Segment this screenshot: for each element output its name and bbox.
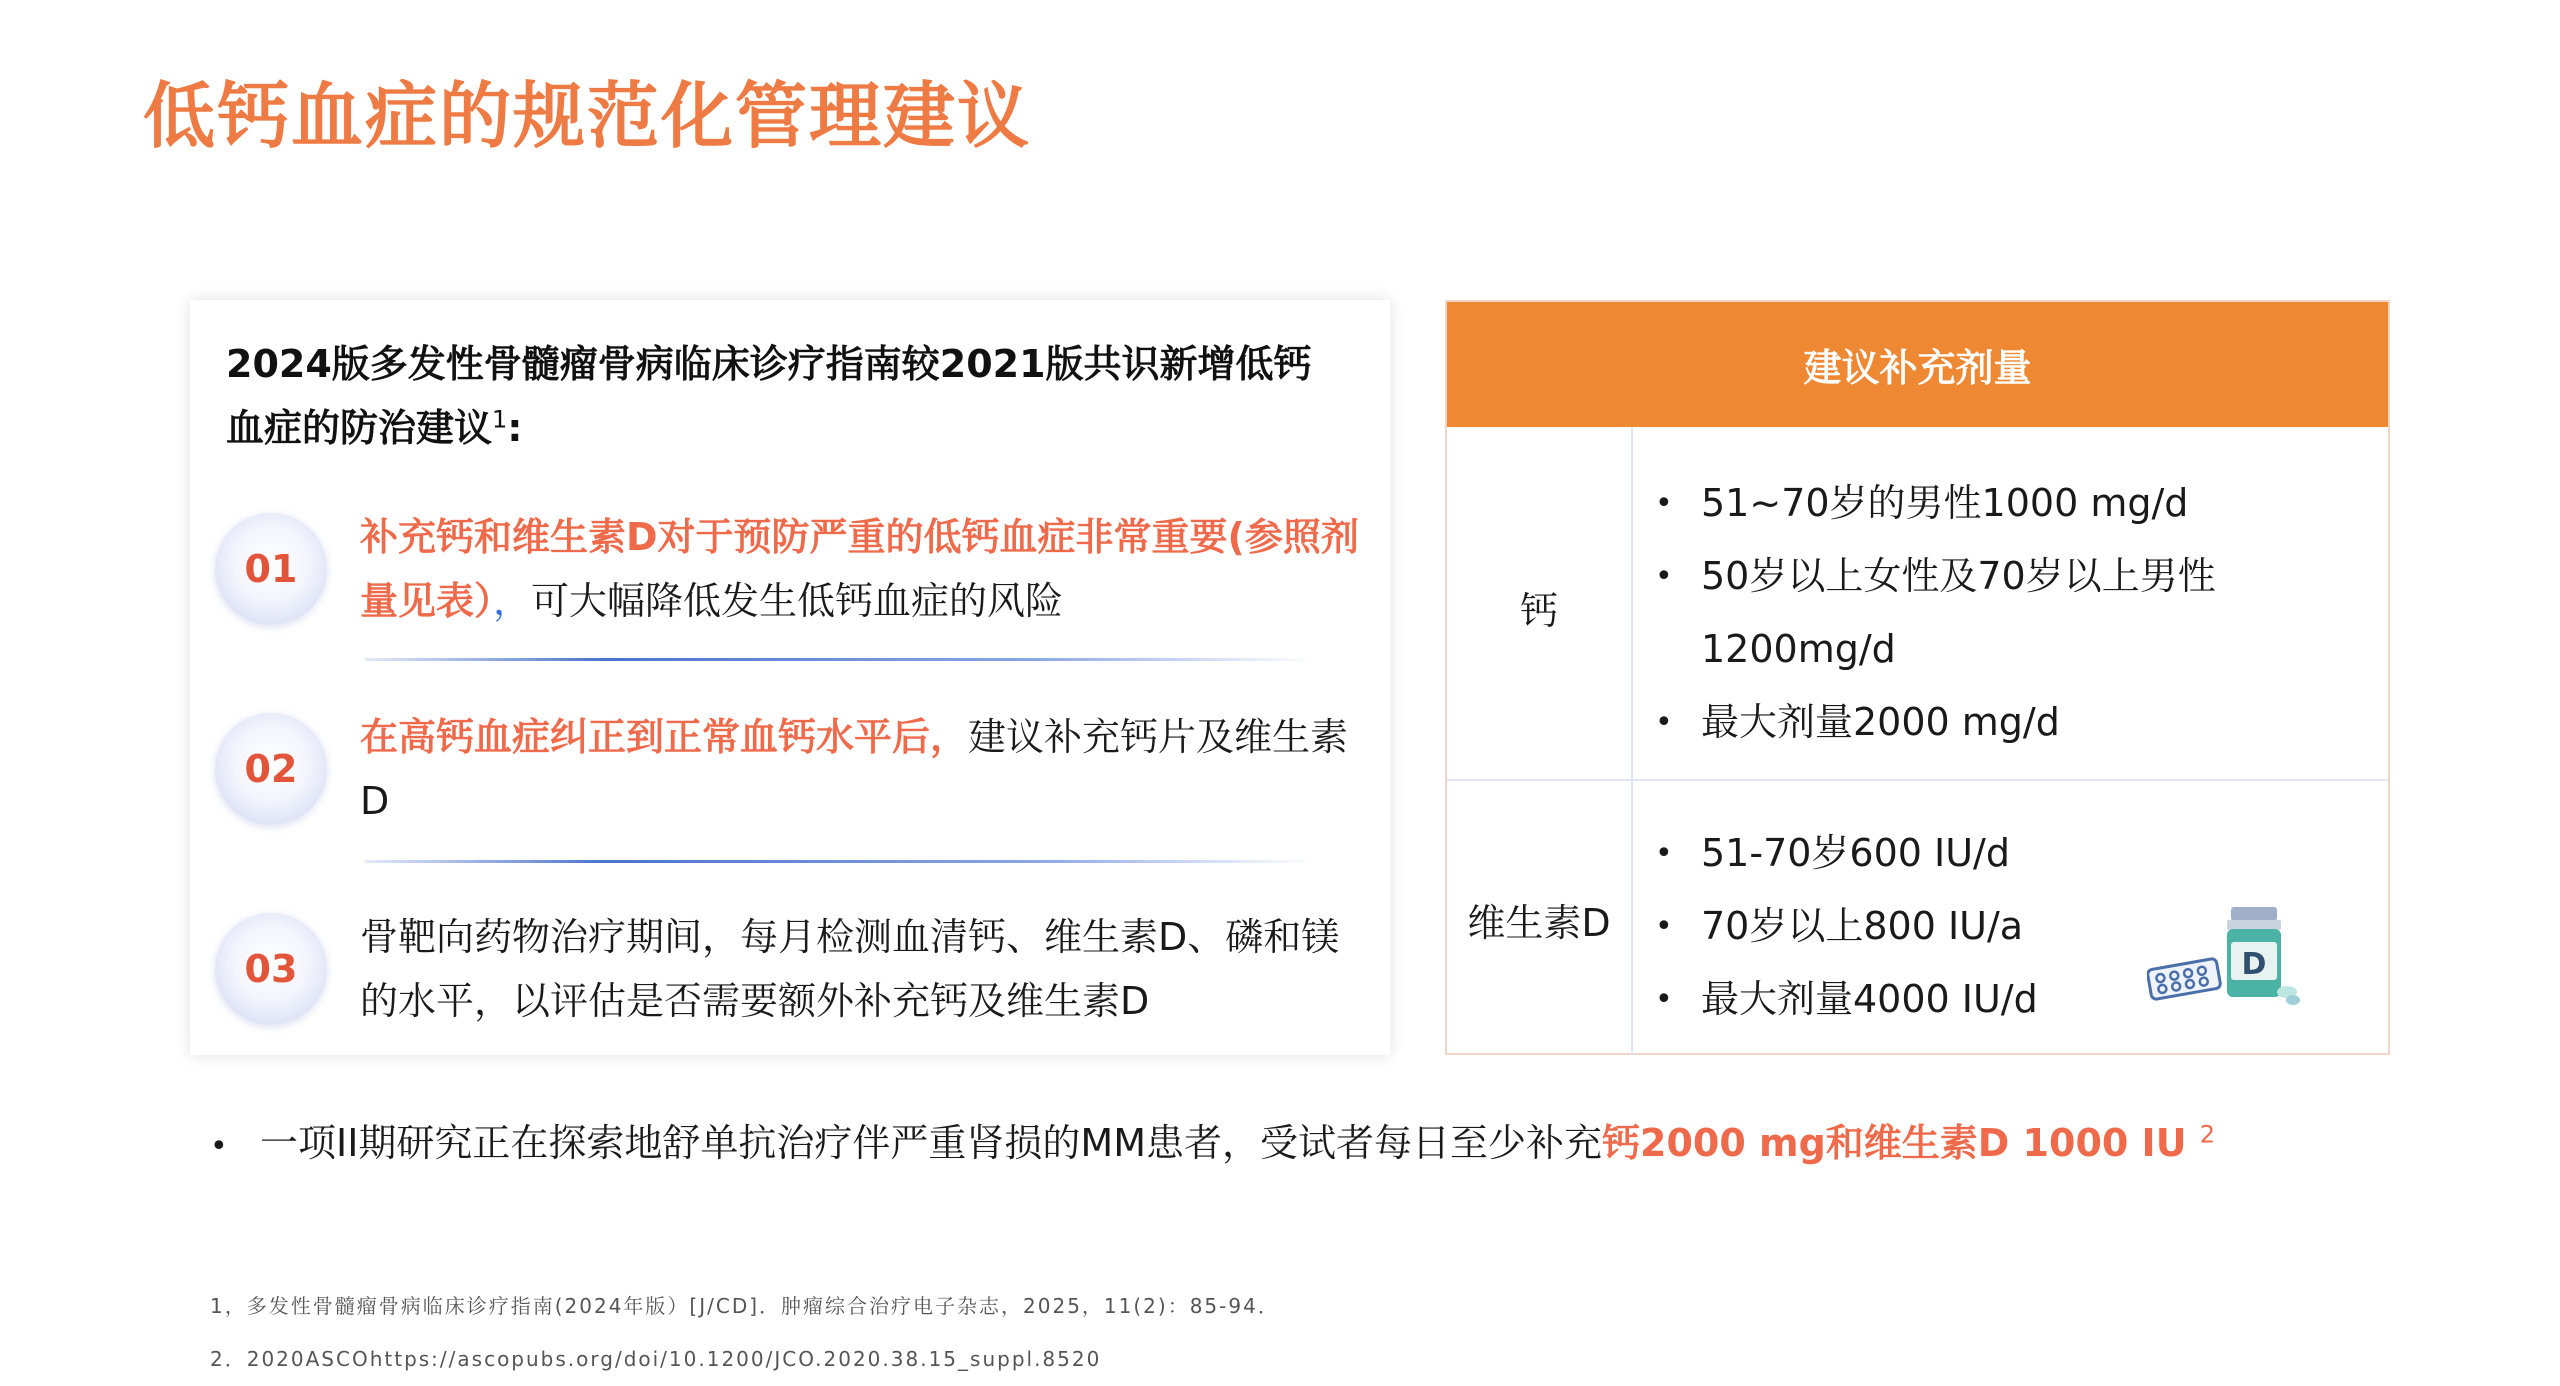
number-badge: 02: [215, 713, 327, 825]
calcium-dosage-list: [1655, 467, 2216, 759]
page-title: 低钙血症的规范化管理建议: [143, 74, 1032, 158]
study-note: [210, 1112, 2215, 1167]
vitamin-d-dosage-list: [1655, 817, 2038, 1036]
column-divider: [1631, 427, 1633, 1055]
card-intro: [226, 332, 1346, 460]
recommendation-text: [360, 705, 1360, 833]
intro-colon: :: [507, 406, 523, 450]
vitamin-d-bottle-icon: [2147, 902, 2307, 1012]
bottle-label-letter: D: [2241, 947, 2267, 982]
table-header: 建议补充剂量: [1447, 302, 2388, 427]
list-item: • 最大剂量4000 IU/d: [1655, 963, 2038, 1036]
references: [210, 1280, 1280, 1386]
list-item: • 70岁以上800 IU/a: [1655, 890, 2038, 963]
recommendation-text: [360, 505, 1360, 633]
study-text: 一项II期研究正在探索地舒单抗治疗伴严重肾损的MM患者，受试者每日至少补充: [260, 1121, 1602, 1165]
list-item: • 50岁以上女性及70岁以上男性: [1655, 540, 2216, 613]
recommendation-text: 骨靶向药物治疗期间，每月检测血清钙、维生素D、磷和镁的水平，以评估是否需要额外补充钙及维生素D: [360, 915, 1340, 1023]
dosage-table: [1445, 300, 2390, 1055]
reference-1: 1，多发性骨髓瘤骨病临床诊疗指南(2024年版）[J/CD]．肿瘤综合治疗电子杂志，2025，11(2)：85-94．: [210, 1294, 1280, 1318]
list-item: • 51~70岁的男性1000 mg/d: [1655, 467, 2216, 540]
study-ref: 2: [2199, 1120, 2216, 1149]
intro-ref: 1: [492, 405, 508, 434]
guideline-card: [190, 300, 1390, 1055]
recommendation-highlight: 在高钙血症纠正到正常血钙水平后，: [360, 715, 969, 759]
number-badge: 01: [215, 513, 327, 625]
bullet-dot: •: [210, 1129, 228, 1164]
row-divider: [1447, 779, 2388, 781]
recommendation-item-2: [215, 705, 1365, 835]
row-label-vitamin-d: 维生素D: [1467, 901, 1611, 945]
recommendation-rest: 建议补充钙片及维生素D: [360, 715, 1349, 823]
recommendation-item-3: [215, 905, 1365, 1035]
row-label-calcium: 钙: [1519, 589, 1558, 633]
recommendation-rest: 可大幅降低发生低钙血症的风险: [531, 579, 1064, 623]
list-item: 1200mg/d: [1701, 627, 1896, 671]
recommendation-comma: ，: [493, 579, 532, 623]
intro-text: 2024版多发性骨髓瘤骨病临床诊疗指南较2021版共识新增低钙血症的防治建议: [226, 342, 1312, 450]
recommendation-item-1: [215, 505, 1365, 635]
list-item: • 最大剂量2000 mg/d: [1655, 686, 2216, 759]
divider: [365, 860, 1315, 863]
number-badge: 03: [215, 913, 327, 1025]
reference-2: 2．2020ASCOhttps://ascopubs.org/doi/10.1200/JCO.2020.38.15_suppl.8520: [210, 1347, 1102, 1371]
study-highlight: 钙2000 mg和维生素D 1000 IU: [1602, 1121, 2200, 1165]
list-item: • 51-70岁600 IU/d: [1655, 817, 2038, 890]
divider: [365, 658, 1315, 661]
recommendation-highlight: 补充钙和维生素D对于预防严重的低钙血症非常重要(参照剂量见表）: [360, 515, 1359, 623]
